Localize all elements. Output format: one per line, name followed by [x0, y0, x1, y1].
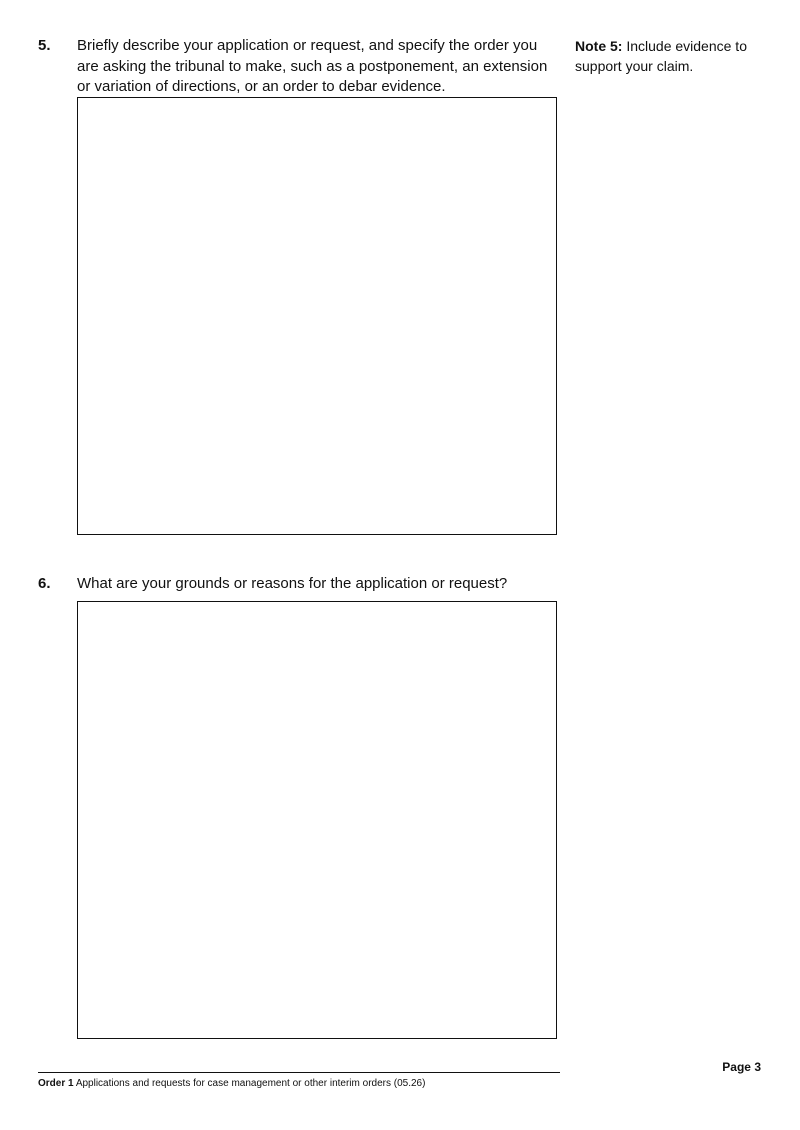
note-5-text: Include evidence to support your claim.: [575, 38, 747, 74]
footer: [38, 1078, 425, 1089]
question-6-answer-box[interactable]: [77, 601, 557, 1039]
footer-form-id: Order 1: [38, 1078, 74, 1089]
question-5-text: Briefly describe your application or request, and specify the order you are asking the tribunal to make, such as a postponement, an extension or variation of directions, or an order to debar evidence.: [77, 37, 548, 95]
footer-divider: [38, 1072, 560, 1073]
page-number: Page 3: [722, 1060, 761, 1074]
footer-description: Applications and requests for case management or other interim orders (05.26): [75, 1078, 426, 1089]
question-5-number: 5.: [38, 37, 51, 54]
question-5-answer-box[interactable]: [77, 97, 557, 535]
question-6-text: What are your grounds or reasons for the application or request?: [77, 575, 508, 592]
note-5-label: Note 5:: [575, 38, 623, 54]
question-6-number: 6.: [38, 575, 51, 592]
note-5: [575, 36, 775, 76]
